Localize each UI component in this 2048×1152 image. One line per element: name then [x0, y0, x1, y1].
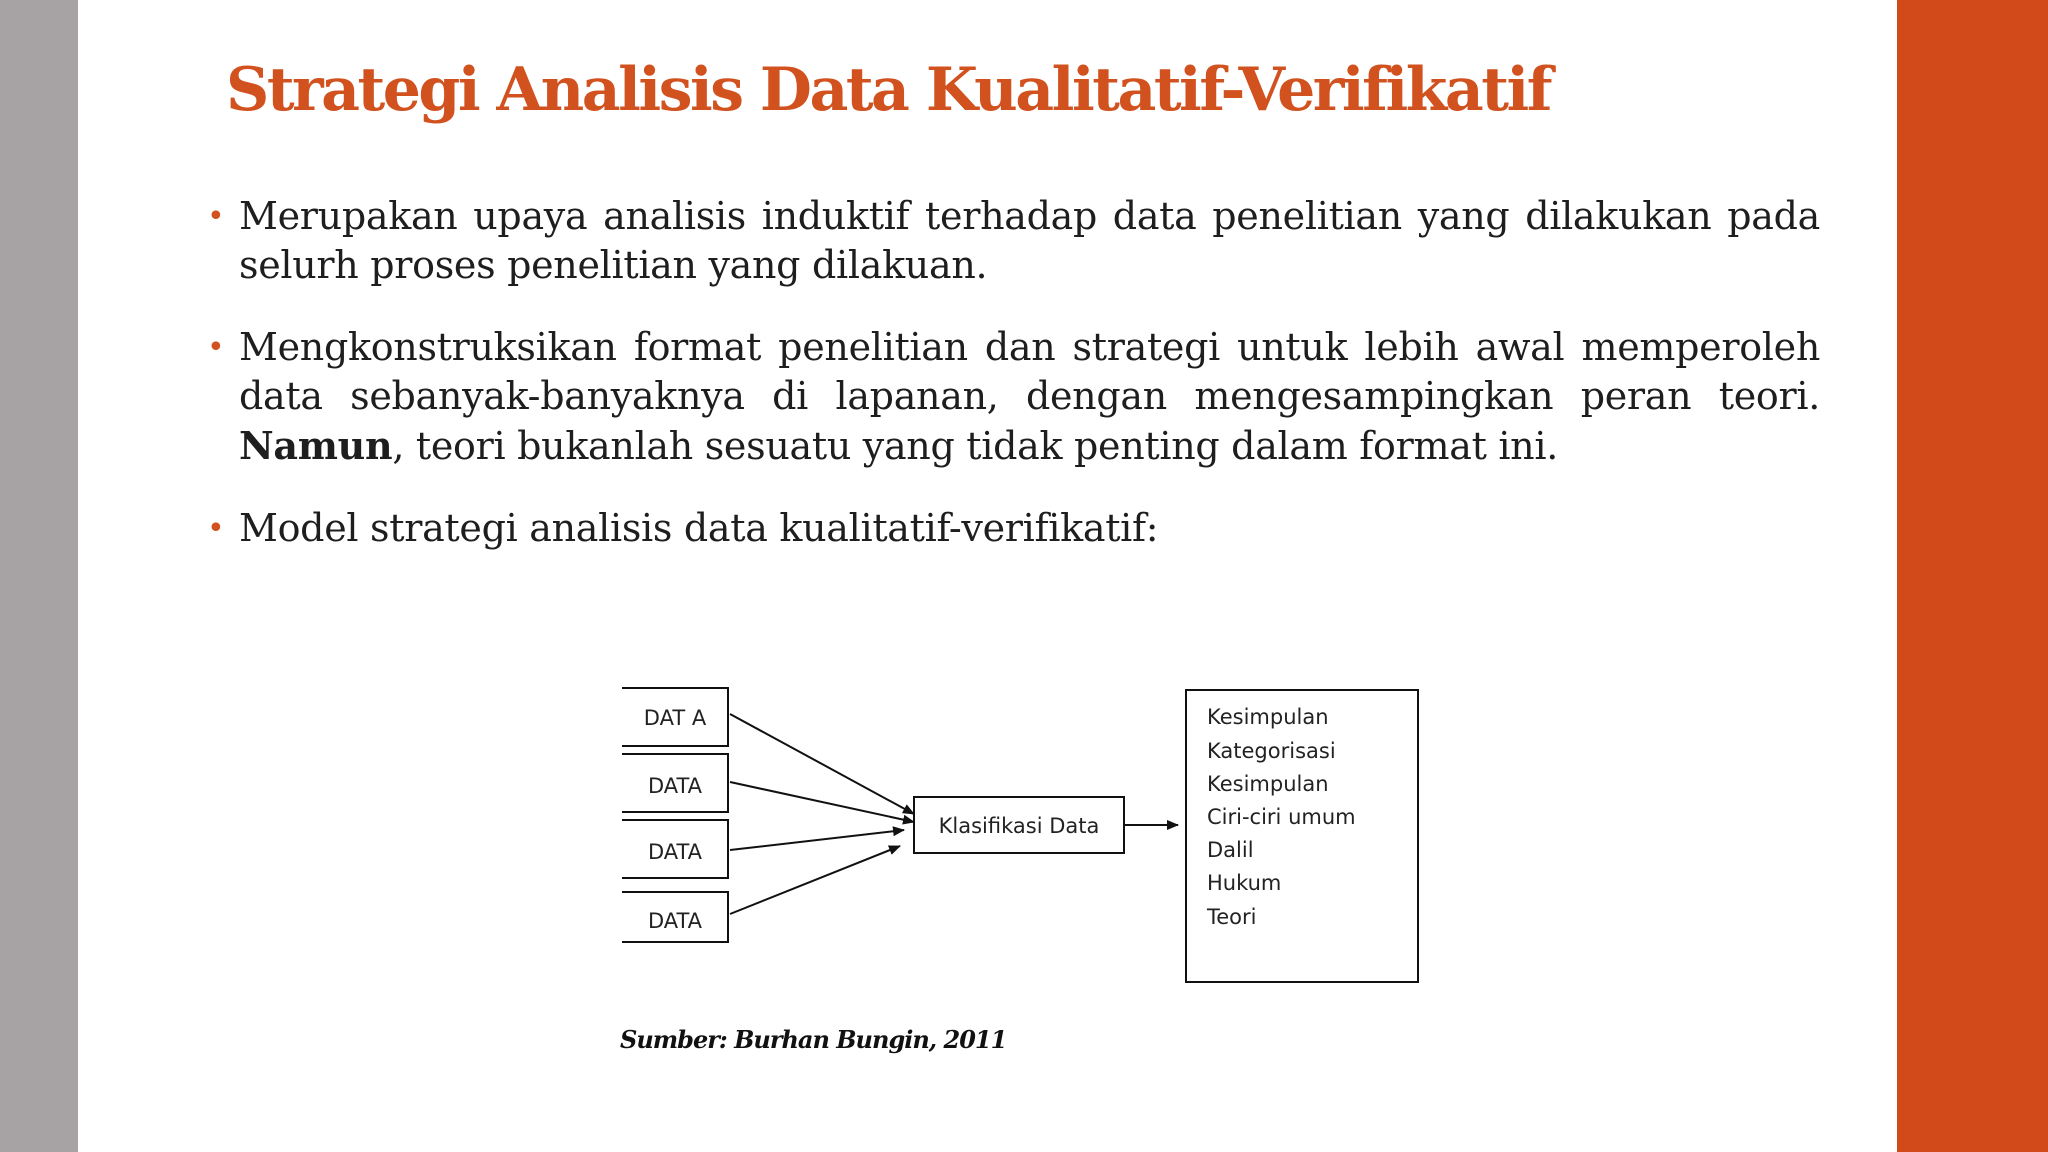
- bullet-list: [205, 192, 1820, 586]
- bullet-text: Merupakan upaya analisis induktif terhadap data penelitian yang dilakukan pada selurh proses penelitian yang dilakuan.: [239, 194, 1820, 287]
- bullet-text-before: Mengkonstruksikan format penelitian dan strategi untuk lebih awal memperoleh data sebanyak-banyaknya di lapanan, dengan mengesampingkan peran teori.: [239, 325, 1820, 418]
- arrow-4: [730, 846, 900, 914]
- bullet-glyph: •: [207, 330, 225, 365]
- arrow-3: [730, 830, 904, 850]
- input-label-3: DATA: [647, 840, 703, 864]
- bullet-glyph: •: [207, 511, 225, 546]
- bullet-bold-word: Namun: [239, 423, 393, 468]
- process-label: Klasifikasi Data: [938, 814, 1100, 838]
- slide-title: Strategi Analisis Data Kualitatif-Verifikatif: [226, 55, 1551, 125]
- source-citation: Sumber: Burhan Bungin, 2011: [620, 1025, 1007, 1054]
- analysis-diagram: [600, 670, 1440, 1000]
- bullet-item-1: [205, 192, 1820, 290]
- input-label-4: DATA: [647, 909, 703, 933]
- diagram-svg: [600, 670, 1440, 1000]
- bullet-text: Model strategi analisis data kualitatif-verifikatif:: [239, 506, 1159, 550]
- output-box: [1186, 690, 1418, 982]
- output-item-1: Kesimpulan: [1207, 705, 1329, 729]
- output-item-2: Kategorisasi: [1207, 739, 1336, 763]
- bullet-item-3: [205, 504, 1820, 553]
- output-item-4: Ciri-ciri umum: [1207, 805, 1356, 829]
- arrow-1: [730, 714, 914, 814]
- bullet-glyph: •: [207, 199, 225, 234]
- left-accent-bar: [0, 0, 78, 1152]
- bullet-text-after: , teori bukanlah sesuatu yang tidak penting dalam format ini.: [392, 424, 1558, 468]
- output-item-6: Hukum: [1207, 871, 1282, 895]
- arrow-2: [730, 782, 914, 822]
- right-accent-bar: [1897, 0, 2048, 1152]
- input-label-1: DAT A: [643, 706, 707, 730]
- output-item-7: Teori: [1207, 905, 1257, 929]
- output-item-3: Kesimpulan: [1207, 772, 1329, 796]
- output-item-5: Dalil: [1207, 838, 1254, 862]
- bullet-item-2: [205, 323, 1820, 471]
- input-label-2: DATA: [647, 774, 703, 798]
